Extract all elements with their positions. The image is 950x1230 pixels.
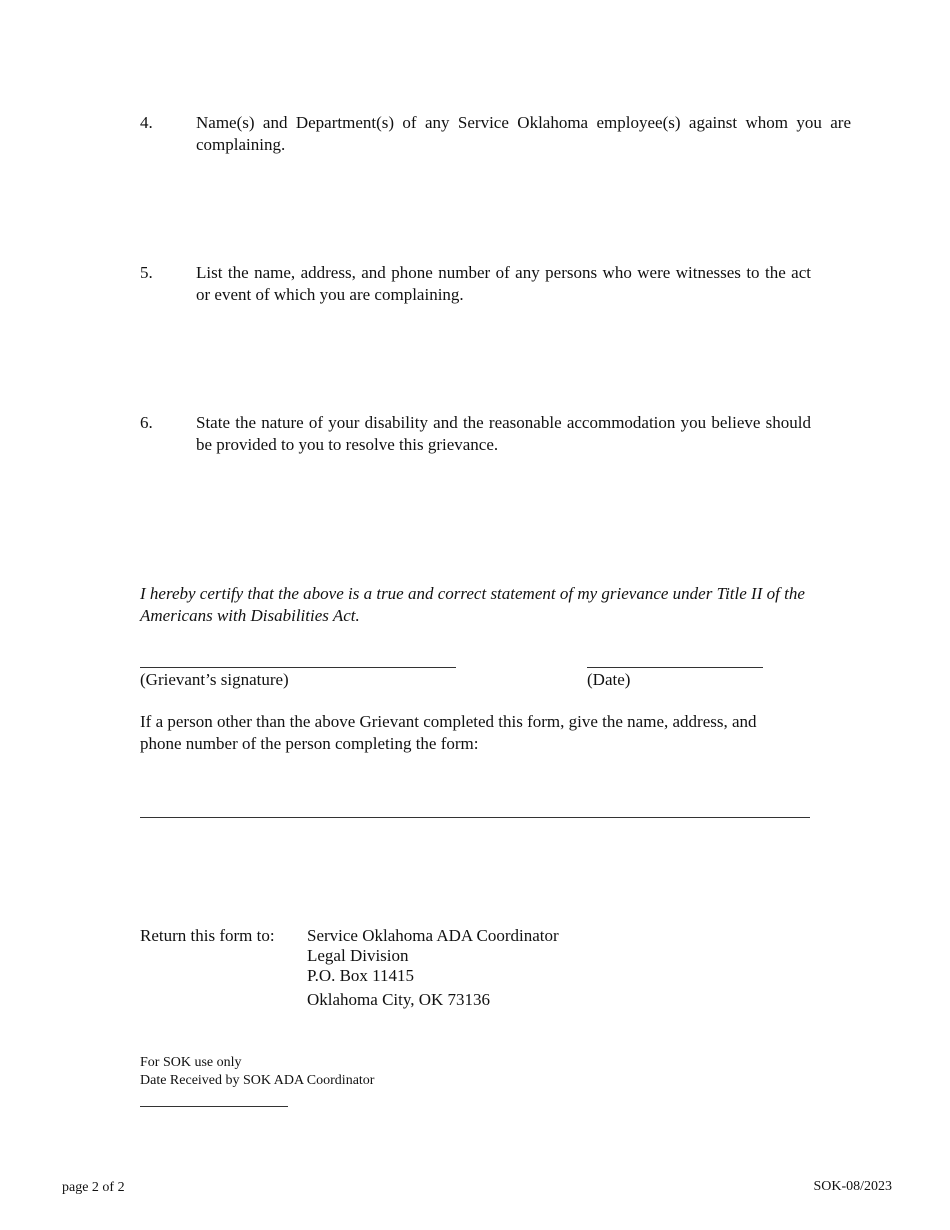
- date-line[interactable]: [587, 667, 763, 668]
- return-address: [307, 926, 559, 1010]
- other-person-line[interactable]: [140, 817, 810, 818]
- address-line: P.O. Box 11415: [307, 966, 415, 985]
- address-line: Oklahoma City, OK 73136: [307, 990, 491, 1009]
- question-6-text: State the nature of your disability and the reasonable accommodation you believe should be provided to you to resolve this grievance.: [196, 413, 811, 454]
- address-line: Legal Division: [307, 946, 409, 965]
- signature-label: (Grievant’s signature): [140, 670, 289, 689]
- question-4-number: 4.: [140, 113, 153, 132]
- question-6-number: 6.: [140, 413, 153, 432]
- office-use-block: [140, 1054, 374, 1090]
- question-5-text: List the name, address, and phone number of any persons who were witnesses to the act or event of which you are complaining.: [196, 263, 811, 304]
- question-4-text: Name(s) and Department(s) of any Service Oklahoma employee(s) against whom you are complaining.: [196, 113, 851, 154]
- question-5-number: 5.: [140, 263, 153, 282]
- address-line: Service Oklahoma ADA Coordinator: [307, 926, 559, 945]
- date-label: (Date): [587, 670, 631, 689]
- other-person-instructions: If a person other than the above Grievant completed this form, give the name, address, and phone number of the person completing the form:: [140, 712, 757, 753]
- page-number: page 2 of 2: [62, 1180, 125, 1195]
- signature-line[interactable]: [140, 667, 456, 668]
- return-label: Return this form to:: [140, 926, 275, 945]
- date-received-label: Date Received by SOK ADA Coordinator: [140, 1073, 375, 1088]
- office-use-heading: For SOK use only: [140, 1055, 242, 1070]
- date-received-line[interactable]: [140, 1106, 288, 1107]
- certification-statement: I hereby certify that the above is a true and correct statement of my grievance under Title II of the Americans with Disabilities Act.: [140, 584, 805, 625]
- form-id: SOK-08/2023: [813, 1179, 892, 1194]
